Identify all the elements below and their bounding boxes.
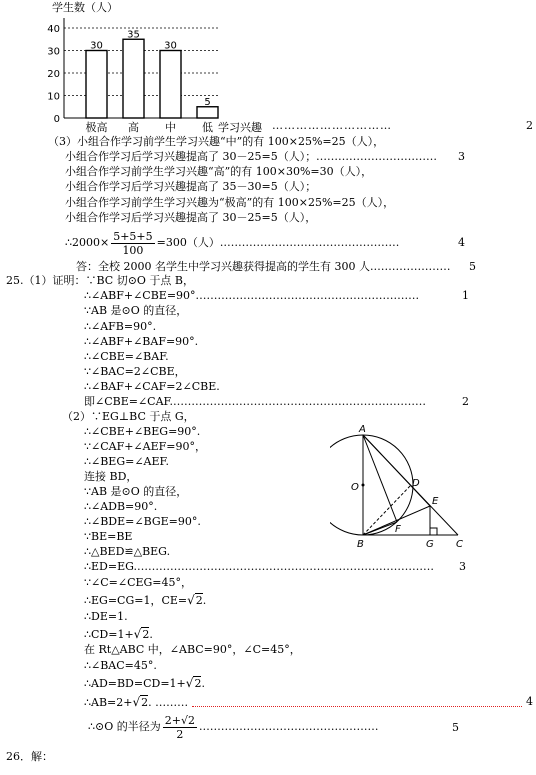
category-label: 低	[202, 121, 213, 134]
bar	[86, 51, 107, 119]
answer-line: 答：全校 2000 名学生中学习兴趣获得提高的学生有 300 人.…………………	[76, 260, 451, 273]
bar-chart	[0, 0, 270, 135]
geometry-figure	[330, 420, 470, 555]
category-label: 中	[165, 121, 176, 134]
label-g: G	[426, 539, 434, 550]
text-line: ∵BE=BE	[84, 530, 133, 543]
score-point: 3	[459, 560, 466, 573]
score-point: 2	[526, 119, 533, 132]
text-line: ∴∠AFB=90°.	[84, 320, 157, 333]
label-o: O	[351, 482, 359, 493]
text-line: ∴∠BAF+∠CAF=2∠CBE.	[84, 380, 220, 393]
center-dot	[362, 484, 365, 487]
chart-x-label: 学习兴趣	[218, 121, 262, 134]
text-line: 在 Rt△ABC 中，∠ABC=90°，∠C=45°，	[84, 643, 301, 656]
text-line: 连接 BD，	[84, 470, 138, 483]
y-tick-label: 30	[47, 46, 60, 58]
score-point: 5	[452, 721, 459, 734]
text-line: ∴CD=1+√2.	[84, 627, 153, 641]
score-point: 4	[458, 236, 465, 249]
text-line: ∴△BED≌△BEG.	[84, 545, 171, 558]
segment-bd	[363, 485, 411, 535]
bar-value-label: 5	[204, 96, 211, 108]
text-line: ∴AB=2+√2. ………	[84, 695, 189, 709]
category-label: 极高	[85, 121, 108, 134]
label-f: F	[395, 524, 401, 535]
y-tick-label: 0	[53, 114, 60, 125]
label-d: D	[412, 478, 420, 489]
bar-value-label: 35	[127, 29, 140, 41]
text-line: ∵∠BAC=2∠CBE，	[84, 365, 186, 378]
text-line: 小组合作学习后学习兴趣提高了 30－25=5（人）；	[65, 150, 317, 163]
text-line: 小组合作学习前学生学习兴趣“高”的有 100×30%=30（人），	[65, 165, 373, 178]
text-line: ∴AD=BD=CD=1+√2.	[84, 676, 205, 690]
text-line: ∴∠ADB=90°.	[84, 500, 158, 513]
text-line: ∴ED=EG.………………………………………………………………………	[84, 560, 434, 573]
score-point: 5	[469, 260, 476, 273]
text-line: ∴∠BAC=45°.	[84, 659, 157, 672]
text-line: 小组合作学习前学生学习兴趣为“极高”的有 100×25%=25（人），	[65, 196, 395, 209]
right-angle-mark	[430, 528, 437, 535]
segment-af	[363, 435, 397, 522]
text-line: ∵AB 是⊙O 的直径，	[84, 304, 188, 317]
bar-value-label: 30	[90, 40, 103, 52]
formula-line: ∴2000× $\frac{5+5+5}{100}$ =300（人）. …………………………………………	[65, 229, 400, 257]
y-tick-label: 10	[47, 91, 60, 103]
circle-o	[330, 435, 413, 535]
text-line: ∴∠CBE+∠BEG=90°.	[84, 425, 201, 438]
bar	[123, 39, 144, 118]
text-line: ∴∠CBE=∠BAF.	[84, 350, 169, 363]
label-b: B	[357, 539, 364, 550]
text-line: 即∠CBE=∠CAF.……………………………………………………………	[84, 395, 426, 408]
formula-line: ∴⊙O 的半径为 $\frac{2+√2}{2}$ . …………………………………………	[88, 713, 379, 741]
bar	[197, 107, 218, 118]
bar	[160, 51, 181, 119]
chart-y-label: 学生数（人）	[52, 1, 118, 14]
score-point: 2	[462, 395, 469, 408]
text-line: ∴EG=CG=1，CE=√2.	[84, 593, 207, 607]
text-line: ∴∠ABF+∠CBE=90°.……………………………………………………	[84, 289, 420, 302]
text-line: 小组合作学习后学习兴趣提高了 35－30=5（人）；	[65, 180, 317, 193]
label-a: A	[359, 424, 366, 435]
y-tick-label: 20	[47, 69, 60, 80]
segment-ae	[363, 435, 430, 506]
text-line: ∴∠ABF+∠BAF=90°.	[84, 335, 199, 348]
label-e: E	[432, 496, 439, 507]
category-label: 高	[128, 121, 139, 134]
segment-bf	[363, 522, 397, 535]
text-line: （2）∵EG⊥BC 于点 G，	[62, 410, 195, 423]
wavy-underline	[192, 706, 522, 707]
score-point: 4	[526, 695, 533, 708]
text-line: ∴∠BEG=∠AEF.	[84, 455, 169, 468]
q25-heading: 25.（1）证明：∵BC 切⊙O 于点 B，	[6, 274, 195, 287]
label-c: C	[456, 539, 463, 550]
text-line: ∵AB 是⊙O 的直径，	[84, 485, 188, 498]
y-tick-label: 40	[47, 24, 60, 35]
text-line: ∵∠C=∠CEG=45°，	[84, 576, 193, 589]
text-line: 小组合作学习后学习兴趣提高了 30－25=5（人），	[65, 211, 317, 224]
q26-heading: 26．解：	[6, 750, 53, 763]
text-line: ∵∠CAF+∠AEF=90°，	[84, 440, 206, 453]
score-point: 3	[458, 150, 465, 163]
text-line: ∴DE=1.	[84, 610, 128, 623]
score-point: 1	[462, 289, 469, 302]
text-line: （3）小组合作学习前学生学习兴趣“中”的有 100×25%=25（人），	[48, 135, 385, 148]
text-line: ∴∠BDE=∠BGE=90°.	[84, 515, 201, 528]
bar-value-label: 30	[164, 40, 177, 52]
